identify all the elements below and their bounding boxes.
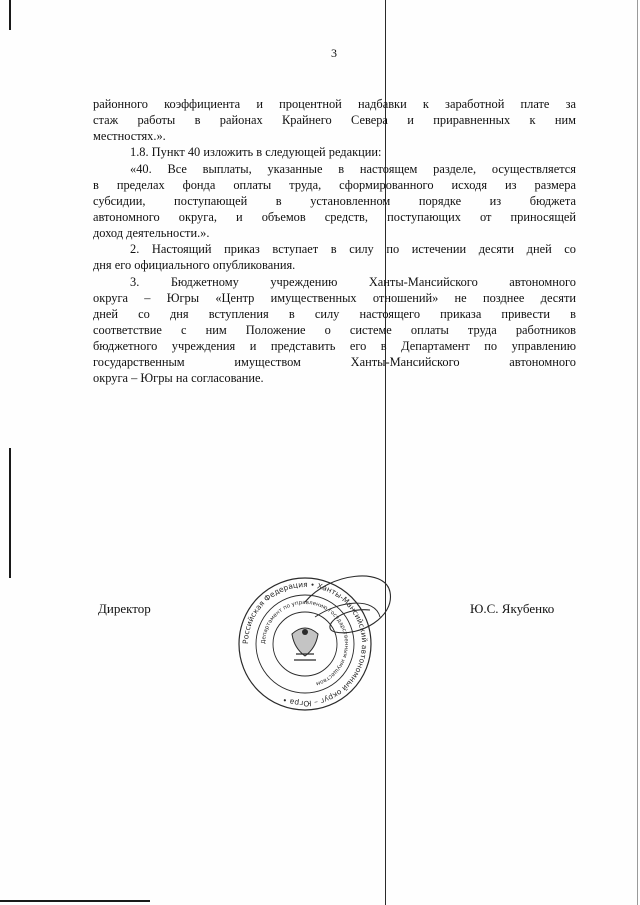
signatory-position: Директор — [98, 601, 151, 616]
text-line: стаж работы в районах Крайнего Севера и приравненных к ним — [93, 113, 576, 128]
text-line: в пределах фонда оплаты труда, сформированного исходя из размера — [93, 177, 576, 192]
text-line: местностях.». — [93, 129, 166, 144]
text-line: государственным имуществом Ханты-Мансийского автономного — [93, 355, 576, 370]
scan-artifact-right-edge — [637, 0, 638, 905]
seal-outer-ring-text: Российская Федерация • Ханты-Мансийский автономный округ – Югра • — [240, 579, 370, 709]
text-line: субсидии, поступающей в установленном порядке из бюджета — [93, 193, 576, 208]
text-line: бюджетного учреждения и представить его в Департамент по управлению — [93, 339, 576, 354]
signatory-name: Ю.С. Якубенко — [470, 601, 555, 616]
text-line: 3. Бюджетному учреждению Ханты-Мансийского автономного — [130, 274, 576, 289]
text-line: доход деятельности.». — [93, 226, 210, 241]
text-line: дня его официального опубликования. — [93, 258, 296, 273]
scan-artifact-bottom-edge — [0, 900, 150, 902]
official-seal-stamp — [210, 562, 400, 722]
text-line: автономного округа, и объемов средств, поступающих от приносящей — [93, 209, 576, 224]
text-line: округа – Югры на согласование. — [93, 371, 264, 386]
text-line: районного коэффициента и процентной надбавки к заработной плате за — [93, 97, 576, 111]
page-number: 3 — [331, 46, 337, 60]
scan-artifact-left-top — [9, 0, 11, 30]
seal-inner-ring-text: Департамент по управлению государственным имуществом — [260, 599, 350, 687]
text-line: 2. Настоящий приказ вступает в силу по истечении десяти дней со — [130, 242, 576, 257]
text-line: соответствие с ним Положение о системе оплаты труда работников — [93, 322, 576, 337]
text-line: округа – Югры «Центр имущественных отношений» не позднее десяти — [93, 290, 576, 305]
document-body — [93, 96, 576, 387]
text-line: «40. Все выплаты, указанные в настоящем разделе, осуществляется — [130, 161, 576, 176]
scan-artifact-left-margin — [9, 448, 11, 578]
text-line: 1.8. Пункт 40 изложить в следующей редакции: — [130, 145, 382, 160]
text-line: дней со дня вступления в силу настоящего приказа привести в — [93, 306, 576, 321]
